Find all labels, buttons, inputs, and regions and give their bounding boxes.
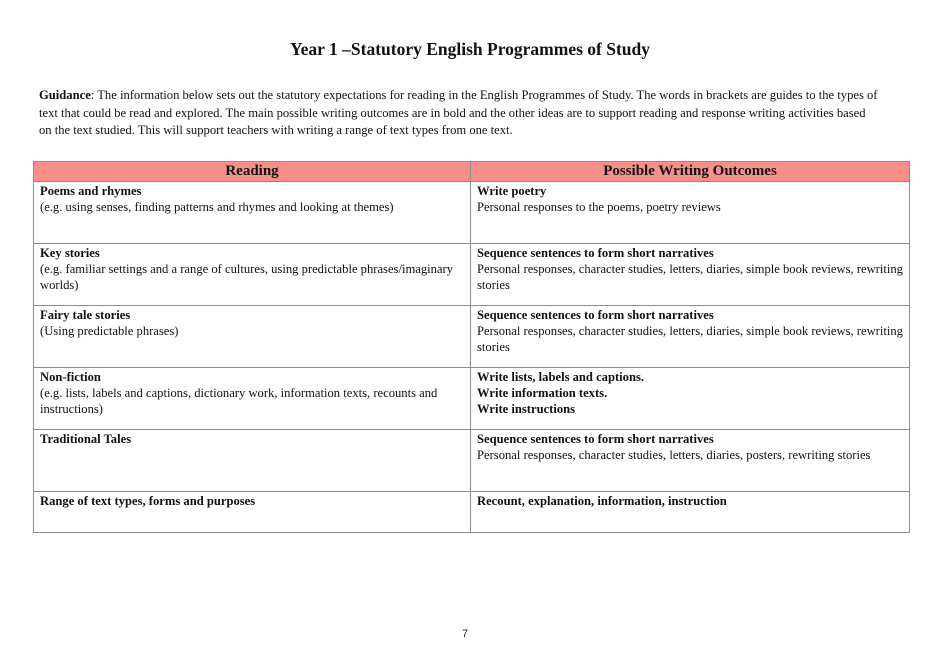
writing-detail: Personal responses, character studies, letters, diaries, simple book reviews, rewriting stories bbox=[477, 324, 903, 354]
writing-detail: Personal responses, character studies, letters, diaries, posters, rewriting stories bbox=[477, 448, 871, 462]
header-writing-outcomes: Possible Writing Outcomes bbox=[471, 162, 910, 182]
page-title: Year 1 –Statutory English Programmes of Study bbox=[289, 39, 651, 59]
guidance-text: : The information below sets out the statutory expectations for reading in the English Programmes of Study. The words in brackets are guides to the types of text that could be read and explored. The main possible writing outcomes are in bold and the other ideas are to support reading and response writing activities based on the text studied. This will support teachers with writing a range of text types from one text. bbox=[39, 88, 878, 137]
writing-cell bbox=[471, 182, 910, 244]
writing-cell bbox=[471, 368, 910, 430]
writing-cell bbox=[471, 244, 910, 306]
writing-cell bbox=[471, 306, 910, 368]
reading-title: Traditional Tales bbox=[40, 432, 132, 446]
guidance-label: Guidance bbox=[39, 88, 91, 102]
page-number: 7 bbox=[462, 628, 469, 640]
table-header-row bbox=[34, 162, 910, 182]
writing-outcome-bold: Sequence sentences to form short narratives bbox=[477, 308, 714, 322]
reading-title: Key stories bbox=[40, 246, 100, 260]
writing-detail: Personal responses, character studies, letters, diaries, simple book reviews, rewriting stories bbox=[477, 262, 903, 292]
writing-outcome-bold: Write instructions bbox=[477, 402, 576, 416]
table-row bbox=[34, 368, 910, 430]
writing-outcome-bold: Sequence sentences to form short narratives bbox=[477, 246, 714, 260]
reading-title: Range of text types, forms and purposes bbox=[40, 494, 256, 508]
reading-cell bbox=[34, 244, 471, 306]
reading-cell bbox=[34, 492, 471, 533]
table-row bbox=[34, 244, 910, 306]
table-row bbox=[34, 182, 910, 244]
writing-outcome-bold: Write information texts. bbox=[477, 386, 608, 400]
reading-detail: (Using predictable phrases) bbox=[40, 324, 179, 338]
reading-cell bbox=[34, 368, 471, 430]
reading-title: Poems and rhymes bbox=[40, 184, 142, 198]
table-row bbox=[34, 306, 910, 368]
programmes-table bbox=[33, 161, 910, 533]
reading-cell bbox=[34, 306, 471, 368]
reading-title: Non-fiction bbox=[40, 370, 101, 384]
table-row bbox=[34, 492, 910, 533]
guidance-paragraph bbox=[39, 87, 879, 140]
reading-cell bbox=[34, 430, 471, 492]
writing-outcome-bold: Write lists, labels and captions. bbox=[477, 370, 645, 384]
reading-detail: (e.g. using senses, finding patterns and rhymes and looking at themes) bbox=[40, 200, 394, 214]
writing-cell bbox=[471, 492, 910, 533]
reading-title: Fairy tale stories bbox=[40, 308, 131, 322]
writing-outcome-bold: Sequence sentences to form short narratives bbox=[477, 432, 714, 446]
reading-detail: (e.g. familiar settings and a range of cultures, using predictable phrases/imaginary worlds) bbox=[40, 262, 454, 292]
reading-detail: (e.g. lists, labels and captions, dictionary work, information texts, recounts and instructions) bbox=[40, 386, 438, 416]
writing-detail: Personal responses to the poems, poetry reviews bbox=[477, 200, 721, 214]
writing-outcome-bold: Recount, explanation, information, instruction bbox=[477, 494, 727, 508]
writing-outcome-bold: Write poetry bbox=[477, 184, 547, 198]
writing-cell bbox=[471, 430, 910, 492]
table-row bbox=[34, 430, 910, 492]
header-reading: Reading bbox=[34, 162, 471, 182]
reading-cell bbox=[34, 182, 471, 244]
